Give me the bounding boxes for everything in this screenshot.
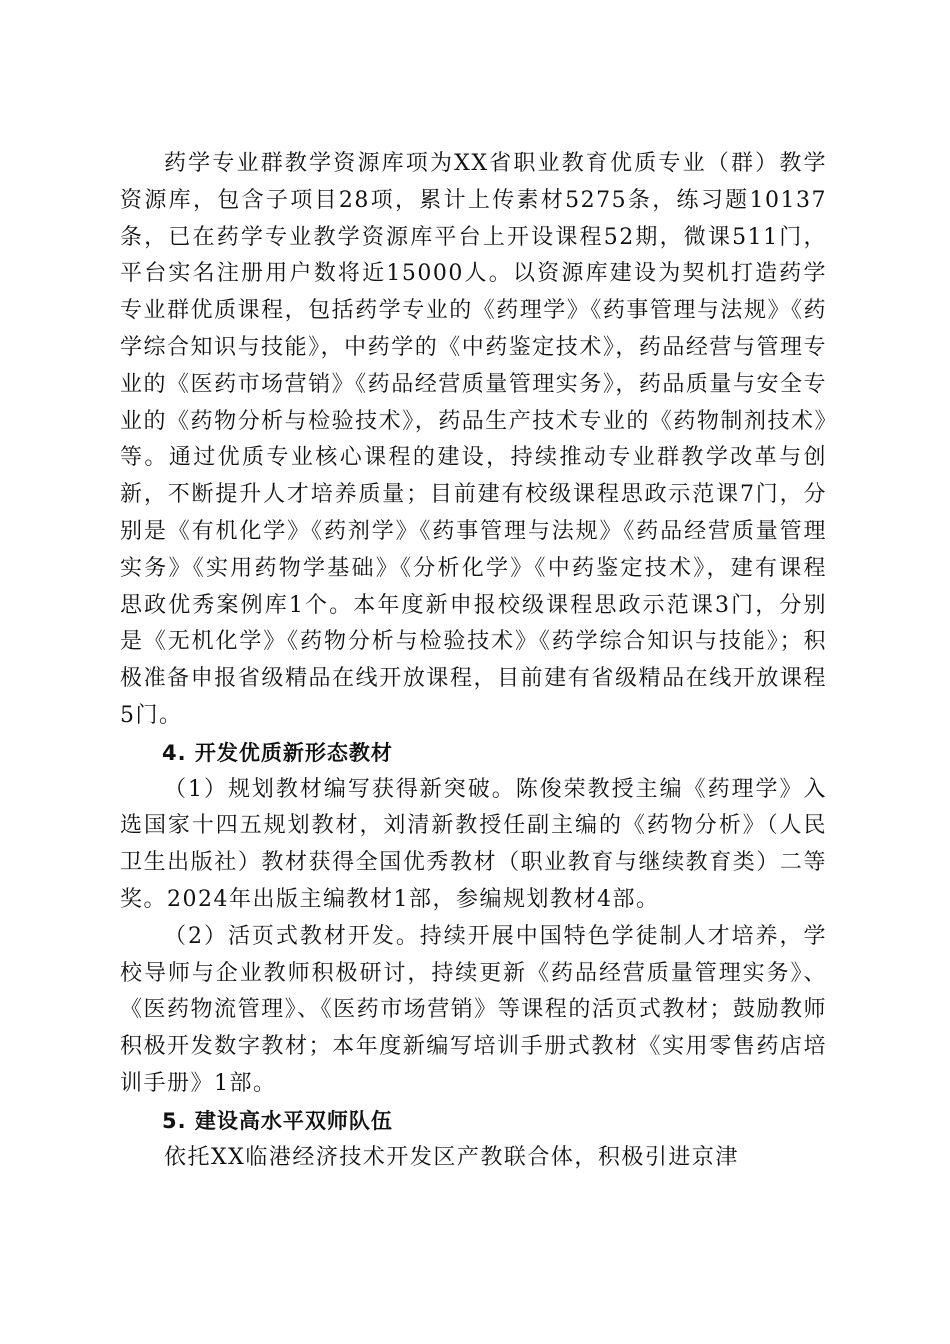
section-heading-teaching-staff: 5. 建设高水平双师队伍 xyxy=(162,1108,393,1133)
section-heading-textbooks: 4. 开发优质新形态教材 xyxy=(162,740,393,765)
paragraph-industry-alliance: 依托XX临港经济技术开发区产教联合体，积极引进京津 xyxy=(164,1144,739,1170)
paragraph-loose-leaf-textbooks: （2）活页式教材开发。持续开展中国特色学徒制人才培养，学校导师与企业教师积极研讨，持续更新《药品经营质量管理实务》、《医药物流管理》、《医药市场营销》等课程的活页式教材；鼓励教师积极开发数字教材；本年度新编写培训手册式教材《实用零售药店培训手册》1部。 xyxy=(120,923,827,1096)
paragraph-planned-textbooks: （1）规划教材编写获得新突破。陈俊荣教授主编《药理学》入选国家十四五规划教材，刘清新教授任副主编的《药物分析》（人民卫生出版社）教材获得全国优秀教材（职业教育与继续教育类）二等奖。2024年出版主编教材1部，参编规划教材4部。 xyxy=(120,776,827,912)
document-page xyxy=(120,146,827,1176)
paragraph-resource-library: 药学专业群教学资源库项为XX省职业教育优质专业（群）教学资源库，包含子项目28项，累计上传素材5275条，练习题10137条，已在药学专业教学资源库平台上开设课程52期，微课511门，平台实名注册用户数将近15000人。以资源库建设为契机打造药学专业群优质课程，包括药学专业的《药理学》《药事管理与法规》《药学综合知识与技能》，中药学的《中药鉴定技术》，药品经营与管理专业的《医药市场营销》《药品经营质量管理实务》，药品质量与安全专业的《药物分析与检验技术》，药品生产技术专业的《药物制剂技术》等。通过优质专业核心课程的建设，持续推动专业群教学改革与创新，不断提升人才培养质量；目前建有校级课程思政示范课7门，分别是《有机化学》《药剂学》《药事管理与法规》《药品经营质量管理实务》《实用药物学基础》《分析化学》《中药鉴定技术》，建有课程思政优秀案例库1个。本年度新申报校级课程思政示范课3门，分别是《无机化学》《药物分析与检验技术》《药学综合知识与技能》；积极准备申报省级精品在线开放课程，目前建有省级精品在线开放课程5门。 xyxy=(120,151,827,728)
